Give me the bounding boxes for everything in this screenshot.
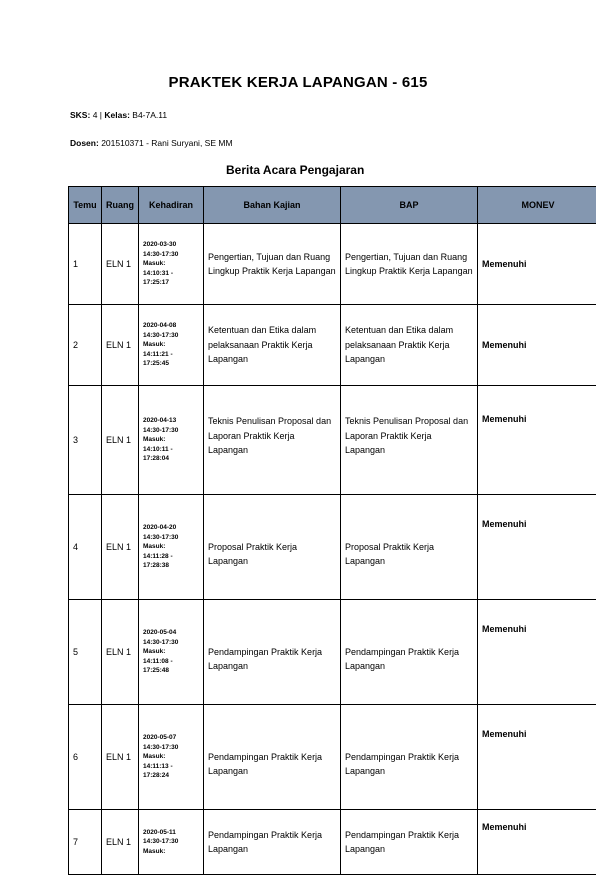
cell-bap: Ketentuan dan Etika dalam pelaksanaan Praktik Kerja Lapangan: [341, 305, 478, 386]
cell-ruang: ELN 1: [102, 810, 139, 875]
hadir-time: 14:30-17:30: [143, 250, 199, 260]
hadir-in: 14:11:21 -: [143, 350, 199, 360]
hadir-out: 17:25:45: [143, 359, 199, 369]
header-bahan-kajian: Bahan Kajian: [204, 187, 341, 224]
table-row: [69, 810, 596, 875]
cell-kehadiran: [139, 495, 204, 600]
header-bap: BAP: [341, 187, 478, 224]
cell-temu: 1: [69, 224, 102, 305]
cell-temu: 7: [69, 810, 102, 875]
table-row: [69, 495, 596, 600]
table-row: [69, 305, 596, 386]
cell-ruang: ELN 1: [102, 224, 139, 305]
cell-kehadiran: [139, 600, 204, 705]
cell-monev: Memenuhi: [478, 600, 596, 705]
table-row: [69, 600, 596, 705]
cell-kehadiran: [139, 810, 204, 875]
berita-acara-table: [68, 186, 596, 875]
cell-bahan-kajian: Ketentuan dan Etika dalam pelaksanaan Praktik Kerja Lapangan: [204, 305, 341, 386]
hadir-time: 14:30-17:30: [143, 426, 199, 436]
hadir-masuk-label: Masuk:: [143, 542, 199, 552]
cell-kehadiran: [139, 224, 204, 305]
hadir-masuk-label: Masuk:: [143, 647, 199, 657]
hadir-masuk-label: Masuk:: [143, 752, 199, 762]
cell-monev: Memenuhi: [478, 224, 596, 305]
header-temu: Temu: [69, 187, 102, 224]
hadir-date: 2020-04-20: [143, 523, 199, 533]
cell-bap: Pendampingan Praktik Kerja Lapangan: [341, 705, 478, 810]
hadir-in: 14:10:31 -: [143, 269, 199, 279]
cell-temu: 6: [69, 705, 102, 810]
hadir-out: 17:28:38: [143, 561, 199, 571]
table-row: [69, 705, 596, 810]
cell-bahan-kajian: Pendampingan Praktik Kerja Lapangan: [204, 810, 341, 875]
hadir-date: 2020-05-04: [143, 628, 199, 638]
cell-monev: Memenuhi: [478, 305, 596, 386]
cell-bahan-kajian: Teknis Penulisan Proposal dan Laporan Praktik Kerja Lapangan: [204, 386, 341, 495]
cell-bap: Teknis Penulisan Proposal dan Laporan Praktik Kerja Lapangan: [341, 386, 478, 495]
cell-bap: Pendampingan Praktik Kerja Lapangan: [341, 810, 478, 875]
cell-monev: Memenuhi: [478, 386, 596, 495]
cell-ruang: ELN 1: [102, 305, 139, 386]
cell-ruang: ELN 1: [102, 705, 139, 810]
cell-bap: Pengertian, Tujuan dan Ruang Lingkup Praktik Kerja Lapangan: [341, 224, 478, 305]
cell-bap: Proposal Praktik Kerja Lapangan: [341, 495, 478, 600]
cell-temu: 4: [69, 495, 102, 600]
cell-temu: 3: [69, 386, 102, 495]
header-ruang: Ruang: [102, 187, 139, 224]
hadir-time: 14:30-17:30: [143, 533, 199, 543]
hadir-masuk-label: Masuk:: [143, 435, 199, 445]
table-header-row: [69, 187, 596, 224]
kelas-label: Kelas:: [104, 110, 130, 120]
cell-ruang: ELN 1: [102, 386, 139, 495]
dosen-label: Dosen:: [70, 138, 99, 148]
cell-monev: Memenuhi: [478, 810, 596, 875]
section-subtitle: Berita Acara Pengajaran: [226, 163, 364, 177]
hadir-out: 17:28:04: [143, 454, 199, 464]
hadir-in: 14:11:13 -: [143, 762, 199, 772]
sks-kelas-line: [70, 110, 167, 120]
cell-kehadiran: [139, 705, 204, 810]
header-monev: MONEV: [478, 187, 596, 224]
table-row: [69, 386, 596, 495]
hadir-time: 14:30-17:30: [143, 837, 199, 847]
cell-ruang: ELN 1: [102, 495, 139, 600]
hadir-in: 14:10:11 -: [143, 445, 199, 455]
sks-value: 4: [93, 110, 98, 120]
sks-label: SKS:: [70, 110, 90, 120]
cell-ruang: ELN 1: [102, 600, 139, 705]
hadir-out: 17:25:48: [143, 666, 199, 676]
hadir-in: 14:11:08 -: [143, 657, 199, 667]
cell-monev: Memenuhi: [478, 705, 596, 810]
hadir-time: 14:30-17:30: [143, 638, 199, 648]
cell-bahan-kajian: Pendampingan Praktik Kerja Lapangan: [204, 705, 341, 810]
dosen-line: [70, 138, 233, 148]
cell-bahan-kajian: Pendampingan Praktik Kerja Lapangan: [204, 600, 341, 705]
cell-monev: Memenuhi: [478, 495, 596, 600]
hadir-date: 2020-04-13: [143, 416, 199, 426]
table-row: [69, 224, 596, 305]
hadir-out: 17:25:17: [143, 278, 199, 288]
separator: |: [100, 110, 102, 120]
cell-bahan-kajian: Proposal Praktik Kerja Lapangan: [204, 495, 341, 600]
cell-kehadiran: [139, 305, 204, 386]
page-title: PRAKTEK KERJA LAPANGAN - 615: [0, 74, 596, 91]
hadir-time: 14:30-17:30: [143, 743, 199, 753]
cell-bahan-kajian: Pengertian, Tujuan dan Ruang Lingkup Praktik Kerja Lapangan: [204, 224, 341, 305]
kelas-value: B4-7A.11: [132, 110, 167, 120]
hadir-date: 2020-05-11: [143, 828, 199, 838]
header-kehadiran: Kehadiran: [139, 187, 204, 224]
hadir-date: 2020-04-08: [143, 321, 199, 331]
hadir-out: 17:28:24: [143, 771, 199, 781]
hadir-masuk-label: Masuk:: [143, 259, 199, 269]
hadir-masuk-label: Masuk:: [143, 340, 199, 350]
hadir-in: 14:11:28 -: [143, 552, 199, 562]
hadir-time: 14:30-17:30: [143, 331, 199, 341]
cell-temu: 5: [69, 600, 102, 705]
cell-kehadiran: [139, 386, 204, 495]
dosen-value: 201510371 - Rani Suryani, SE MM: [101, 138, 232, 148]
hadir-masuk-label: Masuk:: [143, 847, 199, 857]
hadir-date: 2020-03-30: [143, 240, 199, 250]
cell-temu: 2: [69, 305, 102, 386]
hadir-date: 2020-05-07: [143, 733, 199, 743]
cell-bap: Pendampingan Praktik Kerja Lapangan: [341, 600, 478, 705]
